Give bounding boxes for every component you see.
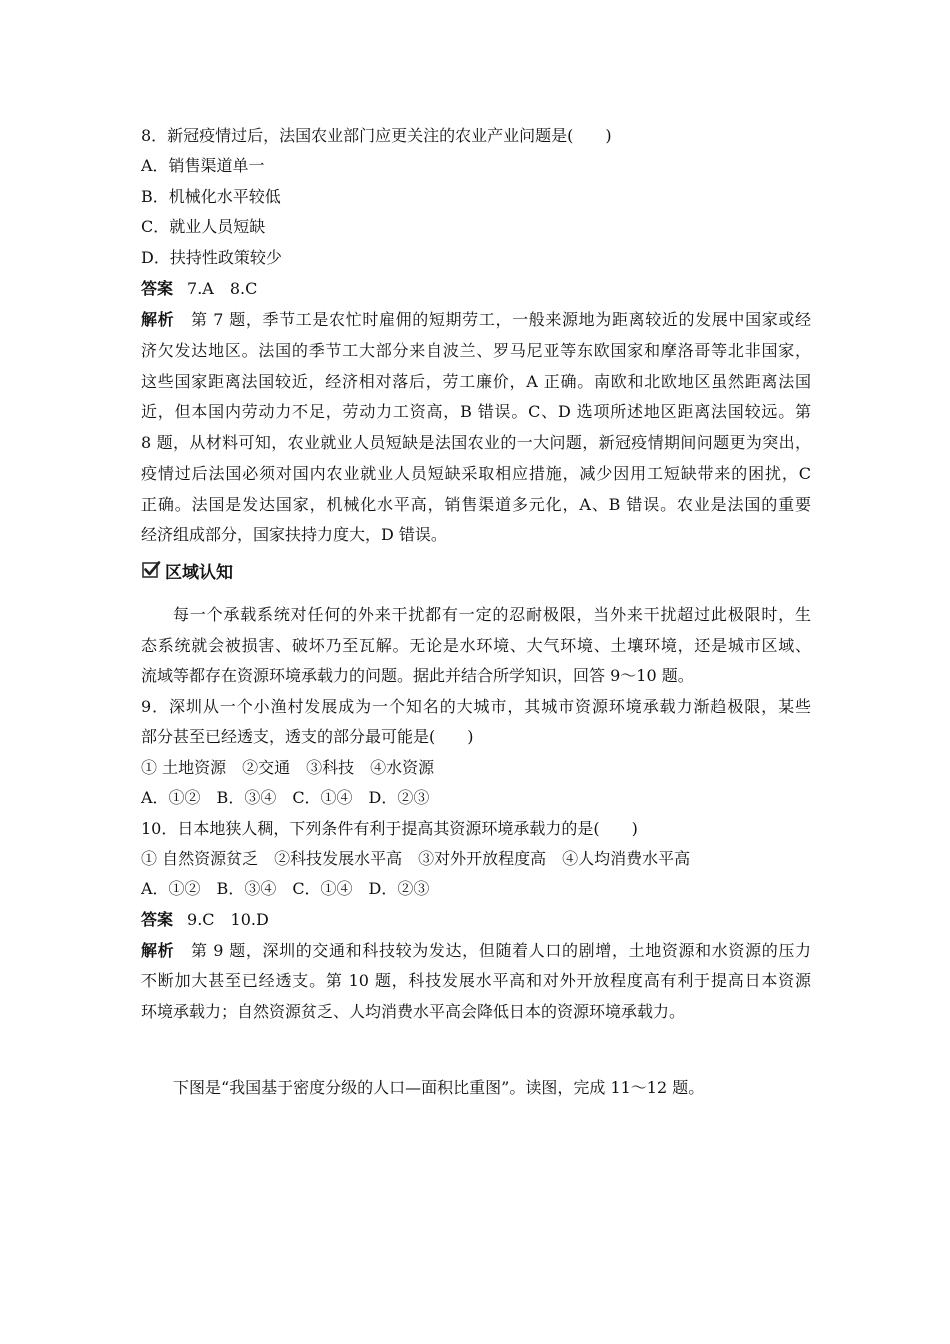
figure-intro: 下图是“我国基于密度分级的人口—面积比重图”。读图，完成 11～12 题。: [173, 1078, 705, 1097]
q8-stem: 8．新冠疫情过后，法国农业部门应更关注的农业产业问题是( ): [141, 126, 612, 145]
analysis-7-8-line: 解析 第 7 题，季节工是农忙时雇佣的短期劳工，一般来源地为距离较近的发展中国家或经: [141, 310, 811, 329]
analysis-9-10-line: 解析 第 9 题，深圳的交通和科技较为发达，但随着人口的剧增，土地资源和水资源的压力: [141, 941, 811, 960]
passage-line: 每一个承载系统对任何的外来干扰都有一定的忍耐极限，当外来干扰超过此极限时，生: [173, 605, 811, 624]
q9-stem: 9．深圳从一个小渔村发展成为一个知名的大城市，其城市资源环境承载力渐趋极限，某些: [141, 697, 811, 716]
q8-option-a: A．销售渠道单一: [141, 156, 265, 175]
answer-label: 答案: [141, 910, 174, 929]
section-title: 区域认知: [165, 563, 233, 583]
answer-text: 7.A 8.C: [187, 279, 258, 298]
analysis-7-8-line: 正确。法国是发达国家，机械化水平高，销售渠道多元化，A、B 错误。农业是法国的重要: [141, 495, 811, 514]
analysis-9-10-line: 不断加大甚至已经透支。第 10 题，科技发展水平高和对外开放程度高有利于提高日本资源: [141, 971, 811, 990]
answer-7-8: [141, 278, 257, 300]
q8-option-c: C．就业人员短缺: [141, 217, 266, 236]
q8-option-b: B．机械化水平较低: [141, 187, 281, 206]
q10-choices: A．①② B．③④ C．①④ D．②③: [141, 879, 430, 898]
answer-9-10: [141, 909, 269, 931]
analysis-9-10-line: 环境承载力；自然资源贫乏、人均消费水平高会降低日本的资源环境承载力。: [141, 1002, 686, 1021]
analysis-7-8-line: 疫情过后法国必须对国内农业就业人员短缺采取相应措施，减少因用工短缺带来的困扰，C: [141, 464, 811, 483]
q9-stem: 部分甚至已经透支，透支的部分最可能是( ): [141, 727, 474, 746]
section-heading: [141, 561, 233, 585]
analysis-label: 解析: [141, 941, 175, 960]
checkbox-icon: [141, 560, 161, 587]
analysis-label: 解析: [141, 310, 175, 329]
analysis-7-8-line: 这些国家距离法国较近，经济相对落后，劳工廉价，A 正确。南欧和北欧地区虽然距离法国: [141, 372, 811, 391]
analysis-7-8-line: 济欠发达地区。法国的季节工大部分来自波兰、罗马尼亚等东欧国家和摩洛哥等北非国家，: [141, 341, 811, 360]
passage-line: 流域等都存在资源环境承载力的问题。据此并结合所学知识，回答 9～10 题。: [141, 666, 694, 685]
analysis-7-8-line: 8 题，从材料可知，农业就业人员短缺是法国农业的一大问题，新冠疫情期间问题更为突出，: [141, 433, 811, 452]
q9-choices: A．①② B．③④ C．①④ D．②③: [141, 788, 430, 807]
answer-label: 答案: [141, 279, 174, 298]
q10-stem: 10．日本地狭人稠，下列条件有利于提高其资源环境承载力的是( ): [141, 819, 638, 838]
analysis-7-8-line: 经济组成部分，国家扶持力度大，D 错误。: [141, 525, 447, 544]
passage-line: 态系统就会被损害、破坏乃至瓦解。无论是水环境、大气环境、土壤环境，还是城市区域、: [141, 636, 811, 655]
q9-items: ① 土地资源 ②交通 ③科技 ④水资源: [141, 758, 435, 777]
answer-text: 9.C 10.D: [187, 910, 269, 929]
analysis-7-8-line: 近，但本国内劳动力不足，劳动力工资高，B 错误。C、D 选项所述地区距离法国较远。第: [141, 402, 811, 421]
q10-items: ① 自然资源贫乏 ②科技发展水平高 ③对外开放程度高 ④人均消费水平高: [141, 849, 691, 868]
q8-option-d: D．扶持性政策较少: [141, 248, 282, 267]
